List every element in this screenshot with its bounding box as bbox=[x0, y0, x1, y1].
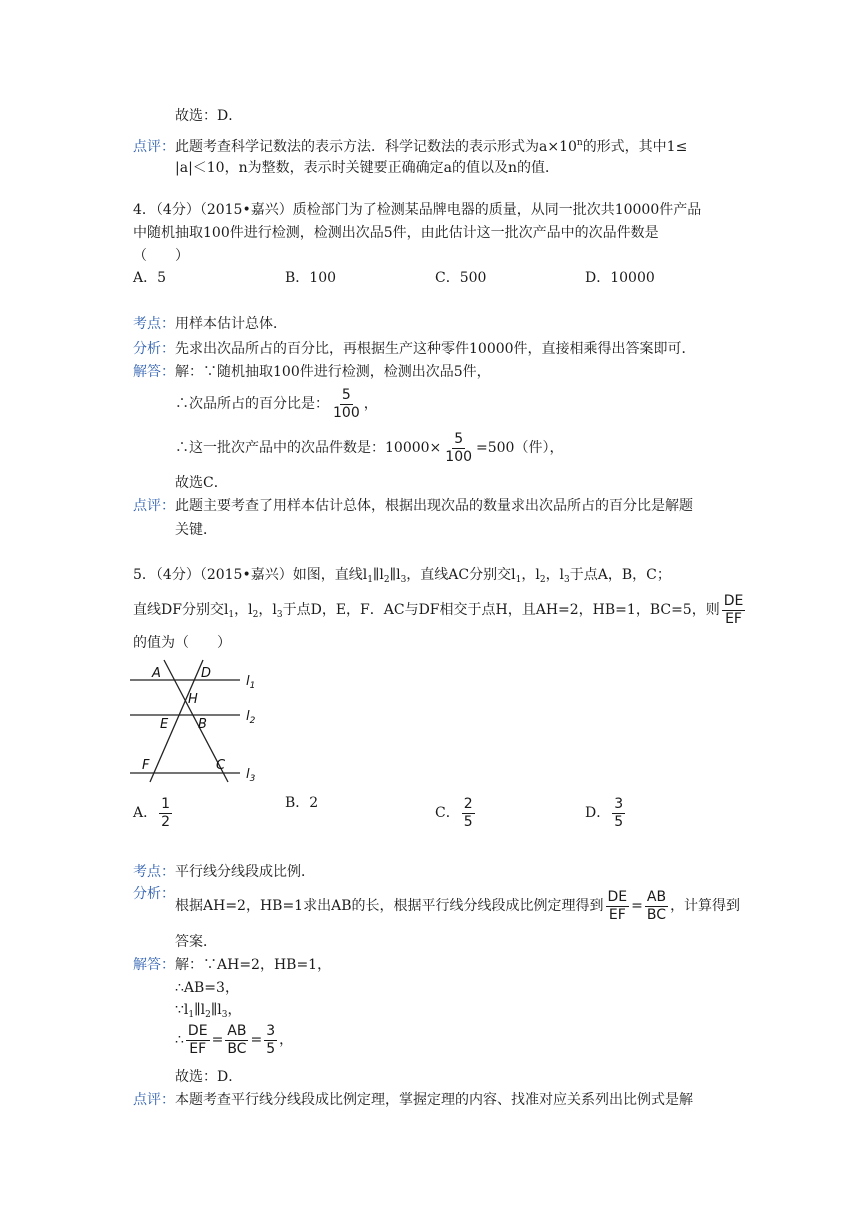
numerator: 2 bbox=[463, 795, 473, 812]
q4-option-a: A．5 bbox=[133, 270, 167, 286]
q4-option-b: B．100 bbox=[285, 270, 337, 286]
numerator: 5 bbox=[341, 386, 351, 403]
label-f: F bbox=[142, 758, 150, 773]
numerator: 1 bbox=[161, 795, 171, 812]
q4-jieda-line3 bbox=[175, 428, 563, 468]
label-c: C bbox=[216, 758, 226, 773]
parallel-lines-figure bbox=[128, 658, 270, 784]
dianping-text: 此题主要考查了用样本估计总体，根据出现次品的数量求出次品所占的百分比是解题 bbox=[175, 498, 693, 514]
label-l3 bbox=[246, 767, 256, 784]
line-label: l bbox=[246, 709, 250, 724]
q5-stem-line2 bbox=[133, 590, 747, 635]
denominator: 5 bbox=[463, 813, 473, 830]
text: ∥l bbox=[372, 567, 384, 583]
fraction bbox=[186, 1023, 210, 1058]
q5-dianping bbox=[133, 1090, 693, 1110]
denominator: EF bbox=[725, 610, 742, 627]
q4-stem-line2: 中随机抽取100件进行检测，检测出次品5件，由此估计这一批次产品中的次品件数是 bbox=[133, 225, 659, 241]
equals: = bbox=[211, 1032, 224, 1048]
label-a: A bbox=[152, 666, 161, 681]
kaodian-text: 用样本估计总体． bbox=[175, 316, 287, 332]
jieda-text: =500（件）， bbox=[476, 440, 564, 456]
jieda-text: 解：∵随机抽取100件进行检测，检测出次品5件， bbox=[175, 364, 491, 380]
denominator: 5 bbox=[614, 813, 624, 830]
label-l2 bbox=[246, 709, 256, 726]
denominator: 100 bbox=[445, 448, 473, 465]
subscript: 2 bbox=[205, 1010, 211, 1020]
label-d: D bbox=[201, 666, 212, 681]
fenxi-text: ，计算得到 bbox=[670, 898, 741, 914]
q5-fenxi-label bbox=[133, 884, 175, 904]
q5-jieda-line4 bbox=[175, 1020, 293, 1060]
label-l1 bbox=[246, 674, 255, 691]
q5-fenxi-line2: 答案． bbox=[175, 934, 217, 950]
text: 直线DF分别交l bbox=[133, 602, 229, 618]
subscript: 1 bbox=[188, 1010, 195, 1020]
fraction bbox=[225, 1023, 248, 1058]
subscript: 3 bbox=[221, 1010, 228, 1020]
numerator: AB bbox=[646, 888, 667, 905]
line-label: l bbox=[246, 767, 250, 782]
q4-dianping-line2: 关键． bbox=[175, 522, 217, 538]
dianping-label: 点评： bbox=[133, 1092, 175, 1108]
comment-text: 此题考查科学记数法的表示方法．科学记数法的表示形式为a×10 bbox=[175, 139, 577, 155]
therefore-symbol: ∴ bbox=[175, 1032, 184, 1048]
subscript: 3 bbox=[400, 575, 407, 585]
option-label: D． bbox=[585, 805, 611, 821]
q4-kaodian bbox=[133, 314, 287, 334]
q4-option-d: D．10000 bbox=[585, 270, 655, 286]
numerator: 3 bbox=[266, 1022, 276, 1039]
q5-stem-line1 bbox=[133, 565, 671, 590]
text: ∥l bbox=[389, 567, 401, 583]
q4-stem-line1: 4．（4分）（2015•嘉兴）质检部门为了检测某品牌电器的质量，从同一批次共10000件产品 bbox=[133, 202, 702, 218]
label-e: E bbox=[160, 717, 169, 732]
text: ，l bbox=[545, 567, 565, 583]
text: ∥l bbox=[210, 1002, 222, 1018]
text: ，l bbox=[258, 602, 277, 618]
fraction bbox=[264, 1023, 277, 1058]
text: ，l bbox=[234, 602, 253, 618]
text: 于点D，E，F．AC与DF相交于点H，且AH=2，HB=1，BC=5，则 bbox=[282, 602, 720, 618]
numerator: DE bbox=[607, 888, 628, 905]
fenxi-label: 分析： bbox=[133, 886, 175, 902]
q4-jieda-line1 bbox=[133, 362, 491, 382]
subscript: 1 bbox=[249, 681, 256, 691]
text: ，直线AC分别交l bbox=[406, 567, 516, 583]
line-label: l bbox=[246, 674, 250, 689]
fenxi-label: 分析： bbox=[133, 341, 175, 357]
dianping-label: 点评： bbox=[133, 498, 175, 514]
subscript: 2 bbox=[383, 575, 390, 585]
prev-comment bbox=[133, 133, 687, 157]
label-b: B bbox=[198, 717, 207, 732]
q4-jieda-line4: 故选C． bbox=[175, 475, 228, 491]
text: 于点A，B，C； bbox=[569, 567, 671, 583]
text: ， bbox=[227, 1002, 242, 1018]
jieda-text: ， bbox=[363, 396, 378, 412]
fenxi-text: 根据AH=2，HB=1求出AB的长，根据平行线分线段成比例定理得到 bbox=[175, 898, 604, 914]
q4-option-c: C．500 bbox=[435, 270, 487, 286]
q4-fenxi bbox=[133, 339, 696, 359]
fraction bbox=[462, 796, 475, 831]
subscript: 2 bbox=[252, 610, 259, 620]
denominator: EF bbox=[608, 906, 626, 923]
jieda-text: ∴次品所占的百分比是： bbox=[175, 396, 329, 412]
q4-dianping bbox=[133, 496, 693, 516]
q5-option-c bbox=[435, 793, 477, 833]
q5-jieda-line5: 故选：D． bbox=[175, 1069, 243, 1085]
q4-jieda-line2 bbox=[175, 384, 378, 424]
q5-option-b: B．2 bbox=[285, 795, 319, 811]
fraction bbox=[443, 431, 474, 466]
fenxi-text: 先求出次品所占的百分比，再根据生产这种零件10000件，直接相乘得出答案即可． bbox=[175, 341, 696, 357]
label-h: H bbox=[188, 692, 198, 707]
subscript: 3 bbox=[564, 575, 570, 585]
numerator: DE bbox=[723, 592, 744, 609]
denominator: 100 bbox=[333, 404, 360, 421]
kaodian-label: 考点： bbox=[133, 864, 175, 880]
text: 5．（4分）（2015•嘉兴）如图，直线l bbox=[133, 567, 368, 583]
subscript: 1 bbox=[367, 575, 373, 585]
denominator: BC bbox=[646, 906, 667, 923]
numerator: 3 bbox=[614, 795, 624, 812]
text: ∥l bbox=[194, 1002, 206, 1018]
denominator: 5 bbox=[266, 1040, 276, 1057]
prev-comment-line2: |a|＜10，n为整数，表示时关键要正确确定a的值以及n的值． bbox=[175, 160, 559, 176]
jieda-label: 解答： bbox=[133, 364, 175, 380]
kaodian-label: 考点： bbox=[133, 316, 175, 332]
jieda-label: 解答： bbox=[133, 957, 175, 973]
equals: = bbox=[631, 898, 643, 914]
q5-jieda-line1 bbox=[133, 955, 331, 975]
option-label: A． bbox=[133, 805, 158, 821]
text: ∵l bbox=[175, 1002, 189, 1018]
q4-stem-line3: （ ） bbox=[133, 248, 189, 264]
q5-kaodian bbox=[133, 862, 315, 882]
subscript: 2 bbox=[249, 716, 256, 726]
subscript: 3 bbox=[249, 774, 256, 784]
dianping-label: 点评： bbox=[133, 139, 175, 155]
comma: ， bbox=[279, 1032, 294, 1048]
numerator: AB bbox=[227, 1022, 247, 1039]
text: ，l bbox=[521, 567, 540, 583]
q5-option-d bbox=[585, 793, 627, 833]
fraction bbox=[722, 593, 746, 628]
q5-jieda-line2: ∴AB=3， bbox=[175, 980, 239, 996]
numerator: DE bbox=[187, 1022, 208, 1039]
fraction bbox=[159, 796, 172, 831]
denominator: BC bbox=[227, 1040, 247, 1057]
dianping-text: 本题考查平行线分线段成比例定理，掌握定理的内容、找准对应关系列出比例式是解 bbox=[175, 1092, 693, 1108]
kaodian-text: 平行线分线段成比例． bbox=[175, 864, 315, 880]
comment-text-2: 的形式，其中1≤ bbox=[582, 139, 688, 155]
q5-fenxi bbox=[175, 886, 740, 926]
q5-option-a bbox=[133, 793, 174, 833]
subscript: 3 bbox=[276, 610, 283, 620]
fraction bbox=[645, 889, 668, 924]
denominator: EF bbox=[189, 1040, 207, 1057]
subscript: 1 bbox=[515, 575, 522, 585]
numerator: 5 bbox=[454, 430, 464, 447]
denominator: 2 bbox=[161, 813, 171, 830]
fraction bbox=[612, 796, 625, 831]
fraction bbox=[331, 387, 362, 422]
exponent: n bbox=[576, 138, 583, 148]
subscript: 1 bbox=[228, 610, 235, 620]
equals: = bbox=[250, 1032, 263, 1048]
jieda-text: 解：∵AH=2，HB=1， bbox=[175, 957, 332, 973]
q5-stem-line3: 的值为（ ） bbox=[133, 635, 231, 651]
fraction bbox=[606, 889, 630, 924]
subscript: 2 bbox=[539, 575, 546, 585]
jieda-text: ∴这一批次产品中的次品件数是：10000× bbox=[175, 440, 442, 456]
option-label: C． bbox=[435, 805, 460, 821]
prev-answer: 故选：D． bbox=[175, 108, 243, 124]
